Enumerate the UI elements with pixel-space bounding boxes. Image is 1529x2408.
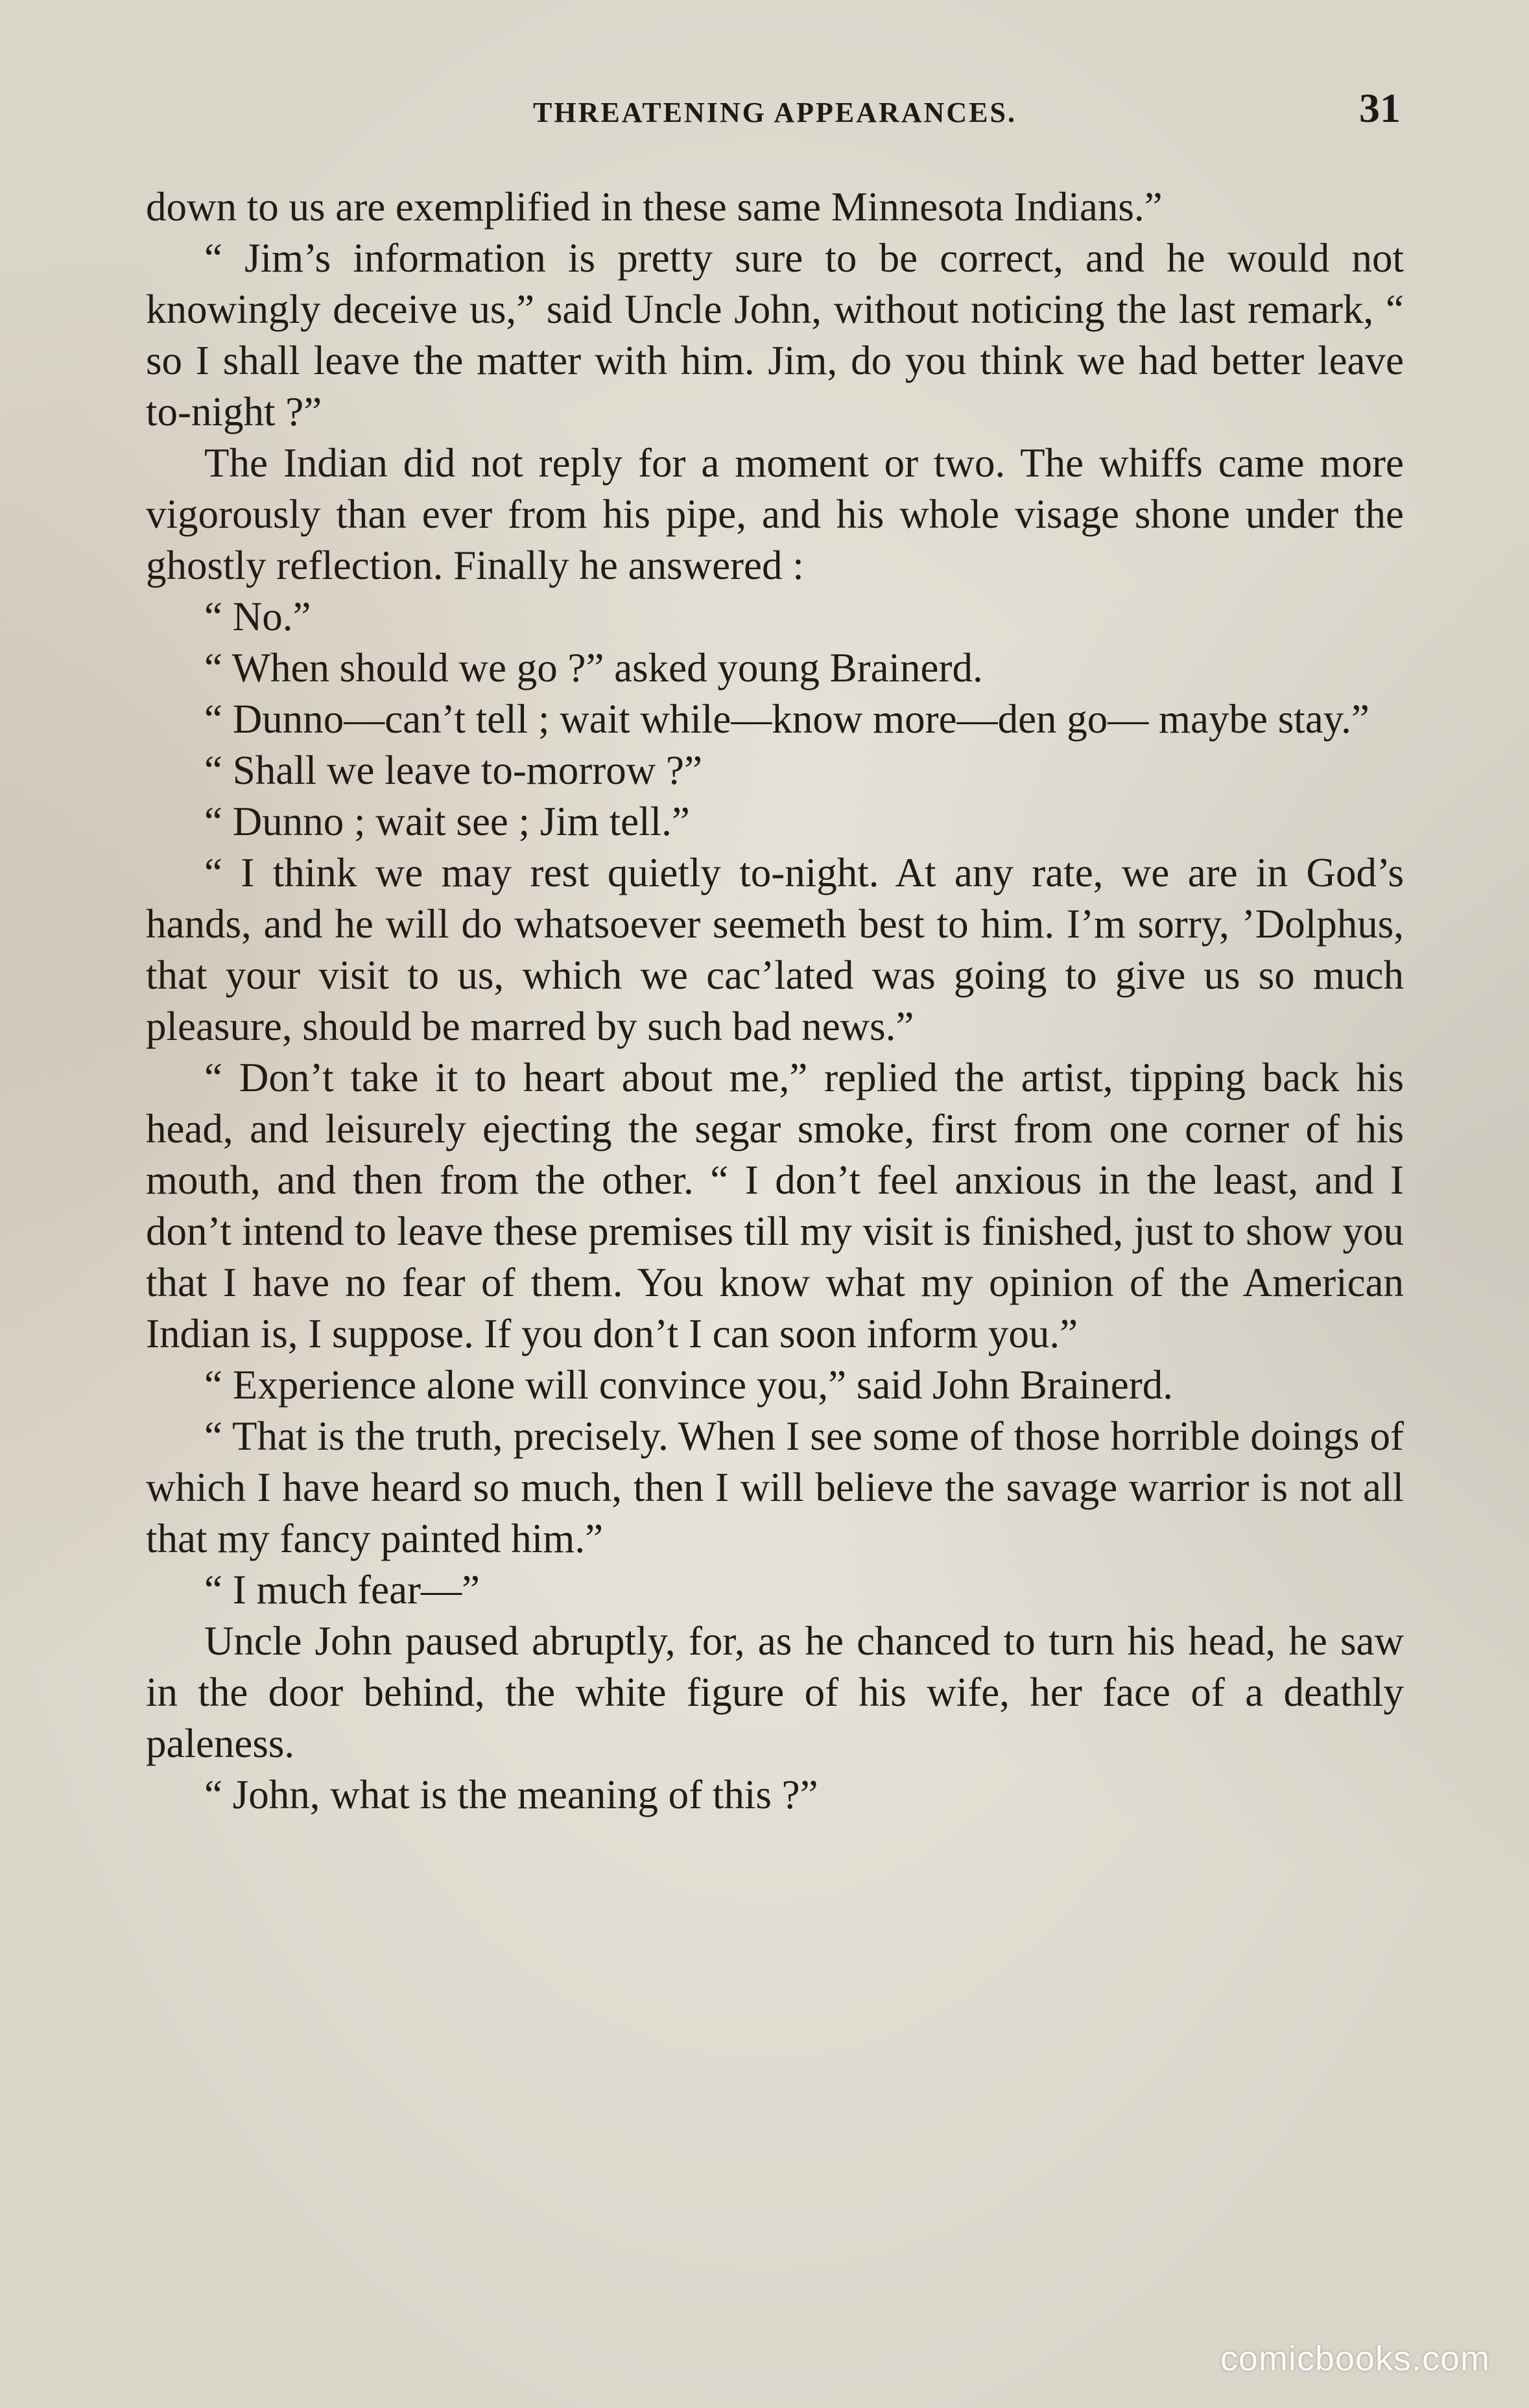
paragraph: “ That is the truth, precisely. When I see some of those horrible doings of which I have heard so much, then I will believe the savage warrior is not all that my fancy painted him.” [146, 1413, 1404, 1561]
page-header [149, 84, 1401, 136]
paragraph: “ Dunno ; wait see ; Jim tell.” [204, 799, 690, 844]
paragraph: “ No.” [204, 594, 311, 639]
paragraph: “ Don’t take it to heart about me,” replied the artist, tipping back his head, and leisurely ejecting the segar smoke, first from one corner of his mouth, and then from the other. “ I don’t feel anxious in the least, and I don’t intend to leave these premises till my visit is finished, just to show you that I have no fear of them. You know what my opinion of the American Indian is, I suppose. If you don’t I can soon inform you.” [146, 1055, 1404, 1356]
paragraph: “ John, what is the meaning of this ?” [204, 1772, 818, 1817]
watermark: comicbooks.com [1220, 2339, 1490, 2378]
running-head: THREATENING APPEARANCES. [533, 97, 1017, 128]
paragraph: “ When should we go ?” asked young Brainerd. [204, 645, 983, 691]
paragraph: “ I much fear—” [204, 1567, 480, 1612]
paragraph: “ Jim’s information is pretty sure to be correct, and he would not knowingly deceive us,” said Uncle John, without noticing the last remark, “ so I shall leave the matter with him. Jim, do you think we had better leave to-night ?” [146, 235, 1404, 434]
page-number: 31 [1359, 85, 1401, 131]
paragraph: “ Shall we leave to-morrow ?” [204, 748, 702, 793]
paragraph: Uncle John paused abruptly, for, as he chanced to turn his head, he saw in the door behind, the white figure of his wife, her face of a deathly paleness. [146, 1618, 1404, 1766]
paragraph: “ Experience alone will convince you,” said John Brainerd. [204, 1362, 1173, 1408]
paragraph: “ I think we may rest quietly to-night. At any rate, we are in God’s hands, and he will do whatsoever seemeth best to him. I’m sorry, ’Dolphus, that your visit to us, which we cac’lated was going to give us so much pleasure, should be marred by such bad news.” [146, 850, 1404, 1049]
paragraph: “ Dunno—can’t tell ; wait while—know more—den go— maybe stay.” [204, 696, 1369, 742]
paragraph: The Indian did not reply for a moment or two. The whiffs came more vigorously than ever from his pipe, and his whole visage shone under the ghostly reflection. Finally he answered : [146, 440, 1404, 588]
body-text [146, 182, 1404, 1821]
paragraph: down to us are exemplified in these same Minnesota Indians.” [146, 184, 1163, 230]
